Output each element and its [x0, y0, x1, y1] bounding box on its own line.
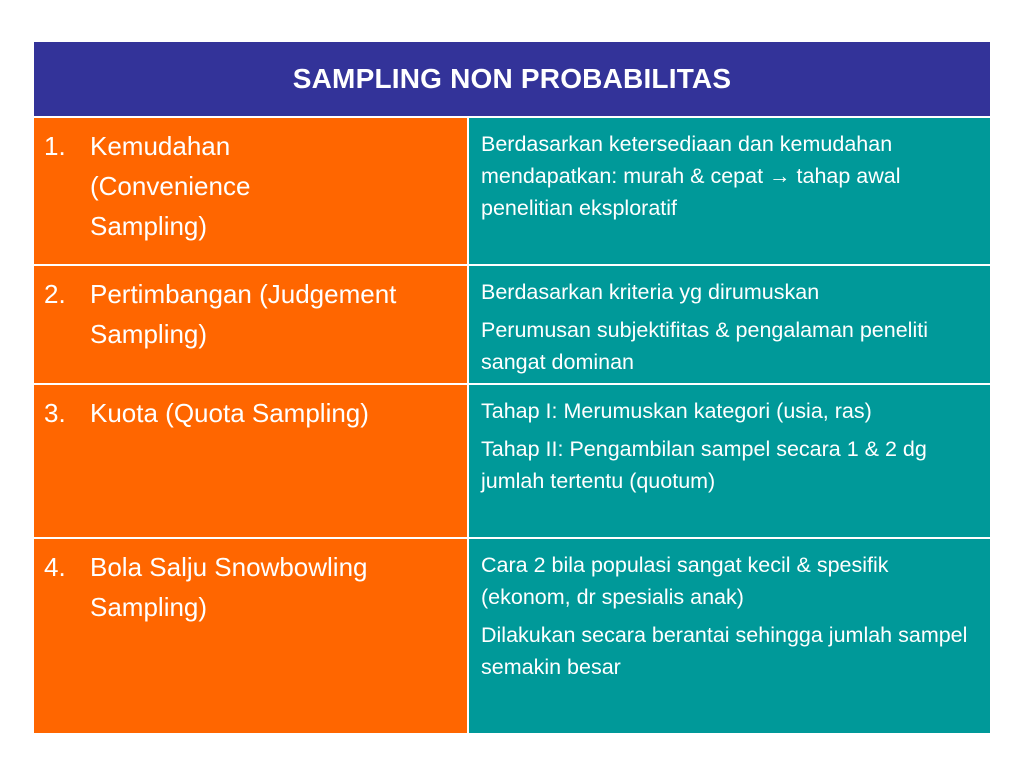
description-cell — [469, 118, 990, 264]
row-number: 4. — [44, 552, 66, 582]
description-text: Tahap II: Pengambilan sampel secara 1 & 2 dg jumlah tertentu (quotum) — [481, 437, 927, 493]
method-name: Kemudahan (Convenience Sampling) — [90, 131, 251, 241]
method-cell — [34, 385, 467, 537]
row-number: 3. — [44, 398, 66, 428]
right-arrow-icon: → — [769, 164, 791, 188]
table-row — [34, 385, 990, 537]
description-cell — [469, 266, 990, 383]
table-header — [34, 42, 990, 116]
table-row — [34, 539, 990, 733]
sampling-table — [34, 42, 990, 733]
table-title: SAMPLING NON PROBABILITAS — [292, 63, 732, 94]
description-text — [481, 128, 980, 224]
table-row — [34, 266, 990, 383]
method-cell — [34, 118, 467, 264]
description-part: tahap awal penelitian eksploratif — [481, 164, 901, 220]
description-text: Dilakukan secara berantai sehingga jumlah sampel semakin besar — [481, 623, 968, 679]
description-part: Berdasarkan ketersediaan dan kemudahan mendapatkan: murah & cepat — [481, 132, 893, 188]
method-cell — [34, 539, 467, 733]
description-text: Perumusan subjektifitas & pengalaman peneliti sangat dominan — [481, 318, 928, 374]
table-row — [34, 118, 990, 264]
description-text: Berdasarkan kriteria yg dirumuskan — [481, 280, 820, 304]
description-text: Cara 2 bila populasi sangat kecil & spesifik (ekonom, dr spesialis anak) — [481, 553, 889, 609]
description-text: Tahap I: Merumuskan kategori (usia, ras) — [481, 399, 872, 423]
row-number: 1. — [44, 131, 66, 161]
row-number: 2. — [44, 279, 66, 309]
method-name: Pertimbangan (Judgement Sampling) — [90, 279, 397, 349]
description-cell — [469, 385, 990, 537]
description-cell — [469, 539, 990, 733]
method-name: Kuota (Quota Sampling) — [90, 398, 369, 428]
method-cell — [34, 266, 467, 383]
method-name: Bola Salju Snowbowling Sampling) — [90, 552, 368, 622]
